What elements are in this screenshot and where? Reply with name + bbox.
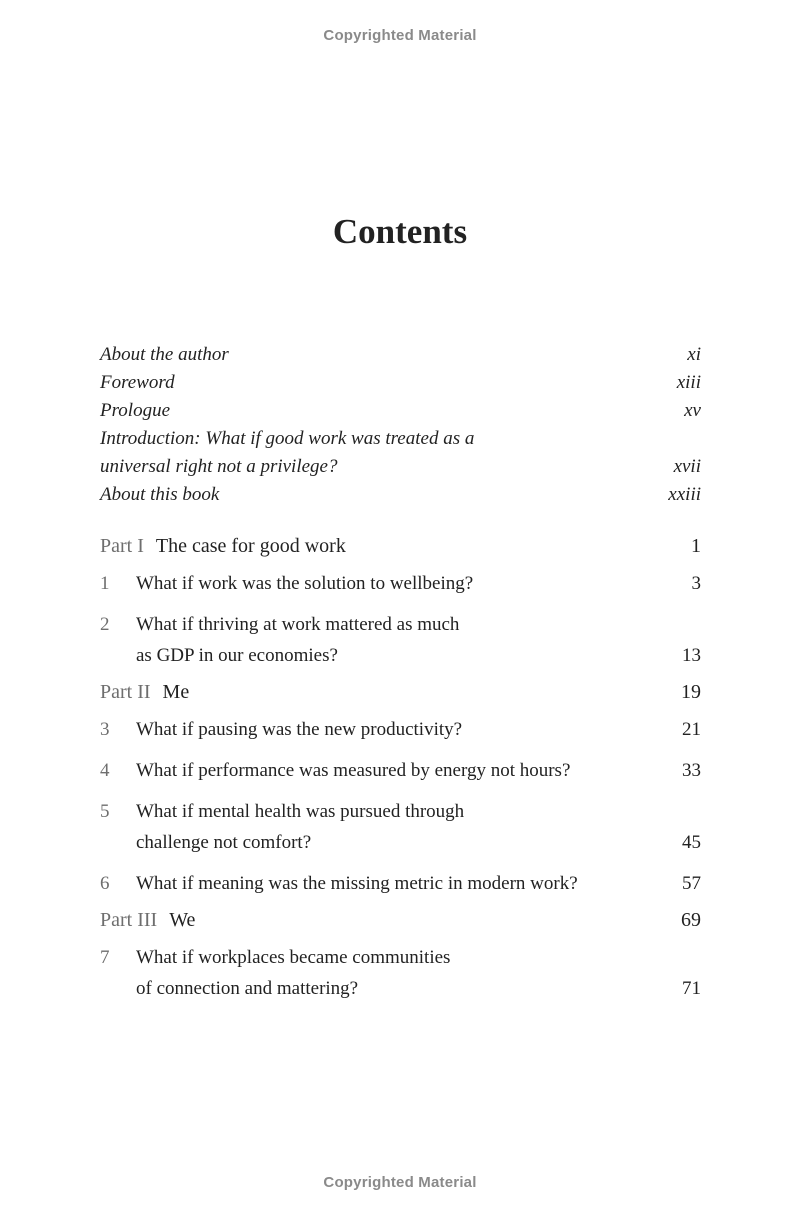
entry-page: xi [687,344,701,365]
toc-entry-about-book[interactable] [100,481,701,509]
entry-page: xv [684,400,701,421]
part-label: Part I [100,535,144,557]
chapter-title: What if pausing was the new productivity? [136,719,463,740]
part-page: 19 [681,681,701,703]
toc-part-1[interactable] [100,535,701,558]
chapter-page: 33 [682,760,701,781]
entry-title: Foreword [100,372,175,393]
chapter-number: 7 [100,947,110,968]
chapter-title: What if meaning was the missing metric in modern work? [136,873,578,894]
part-title: We [169,909,196,931]
chapter-title: What if work was the solution to wellbeing? [136,573,474,594]
chapter-page: 13 [682,645,701,666]
watermark-bottom: Copyrighted Material [323,1174,477,1191]
chapter-page: 71 [682,978,701,999]
watermark-top: Copyrighted Material [323,27,477,44]
chapter-title-line2: of connection and mattering? [136,978,359,999]
chapter-title-line2: challenge not comfort? [136,832,312,853]
chapter-page: 57 [682,873,701,894]
chapter-page: 3 [691,573,701,594]
part-label: Part III [100,909,158,931]
toc-chapter-6[interactable] [100,868,701,899]
chapter-number: 2 [100,614,110,635]
entry-page: xxiii [668,484,701,505]
entry-page: xvii [673,456,701,477]
front-matter-list [100,341,701,509]
table-of-contents [100,341,701,1004]
part-page: 1 [691,535,701,557]
entry-title-line2: universal right not a privilege? [100,456,338,477]
entry-title: Prologue [100,400,171,421]
chapter-number: 1 [100,573,110,594]
entry-title: About the author [100,344,229,365]
toc-chapter-3[interactable] [100,714,701,745]
entry-page: xiii [676,372,701,393]
toc-entry-introduction[interactable] [100,425,701,481]
chapter-page: 45 [682,832,701,853]
toc-chapter-4[interactable] [100,755,701,786]
chapter-title-line1: What if mental health was pursued through [136,801,465,822]
chapter-page: 21 [682,719,701,740]
toc-entry-foreword[interactable] [100,369,701,397]
toc-entry-prologue[interactable] [100,397,701,425]
chapter-number: 5 [100,801,110,822]
toc-part-3[interactable] [100,909,701,932]
part-label: Part II [100,681,151,703]
toc-entry-about-author[interactable] [100,341,701,369]
toc-chapter-5[interactable] [100,796,701,858]
chapter-title: What if performance was measured by energy not hours? [136,760,571,781]
part-title: Me [162,681,190,703]
entry-title-line1: Introduction: What if good work was treated as a [100,428,475,449]
chapter-title-line2: as GDP in our economies? [136,645,338,666]
chapter-number: 3 [100,719,110,740]
chapter-title-line1: What if workplaces became communities [136,947,451,968]
toc-chapter-1[interactable] [100,568,701,599]
chapter-title-line1: What if thriving at work mattered as much [136,614,460,635]
chapter-number: 6 [100,873,110,894]
toc-part-2[interactable] [100,681,701,704]
toc-chapter-7[interactable] [100,942,701,1004]
page-title: Contents [332,212,468,251]
part-page: 69 [681,909,701,931]
entry-title: About this book [100,484,220,505]
part-title: The case for good work [155,535,346,557]
toc-chapter-2[interactable] [100,609,701,671]
chapter-number: 4 [100,760,110,781]
